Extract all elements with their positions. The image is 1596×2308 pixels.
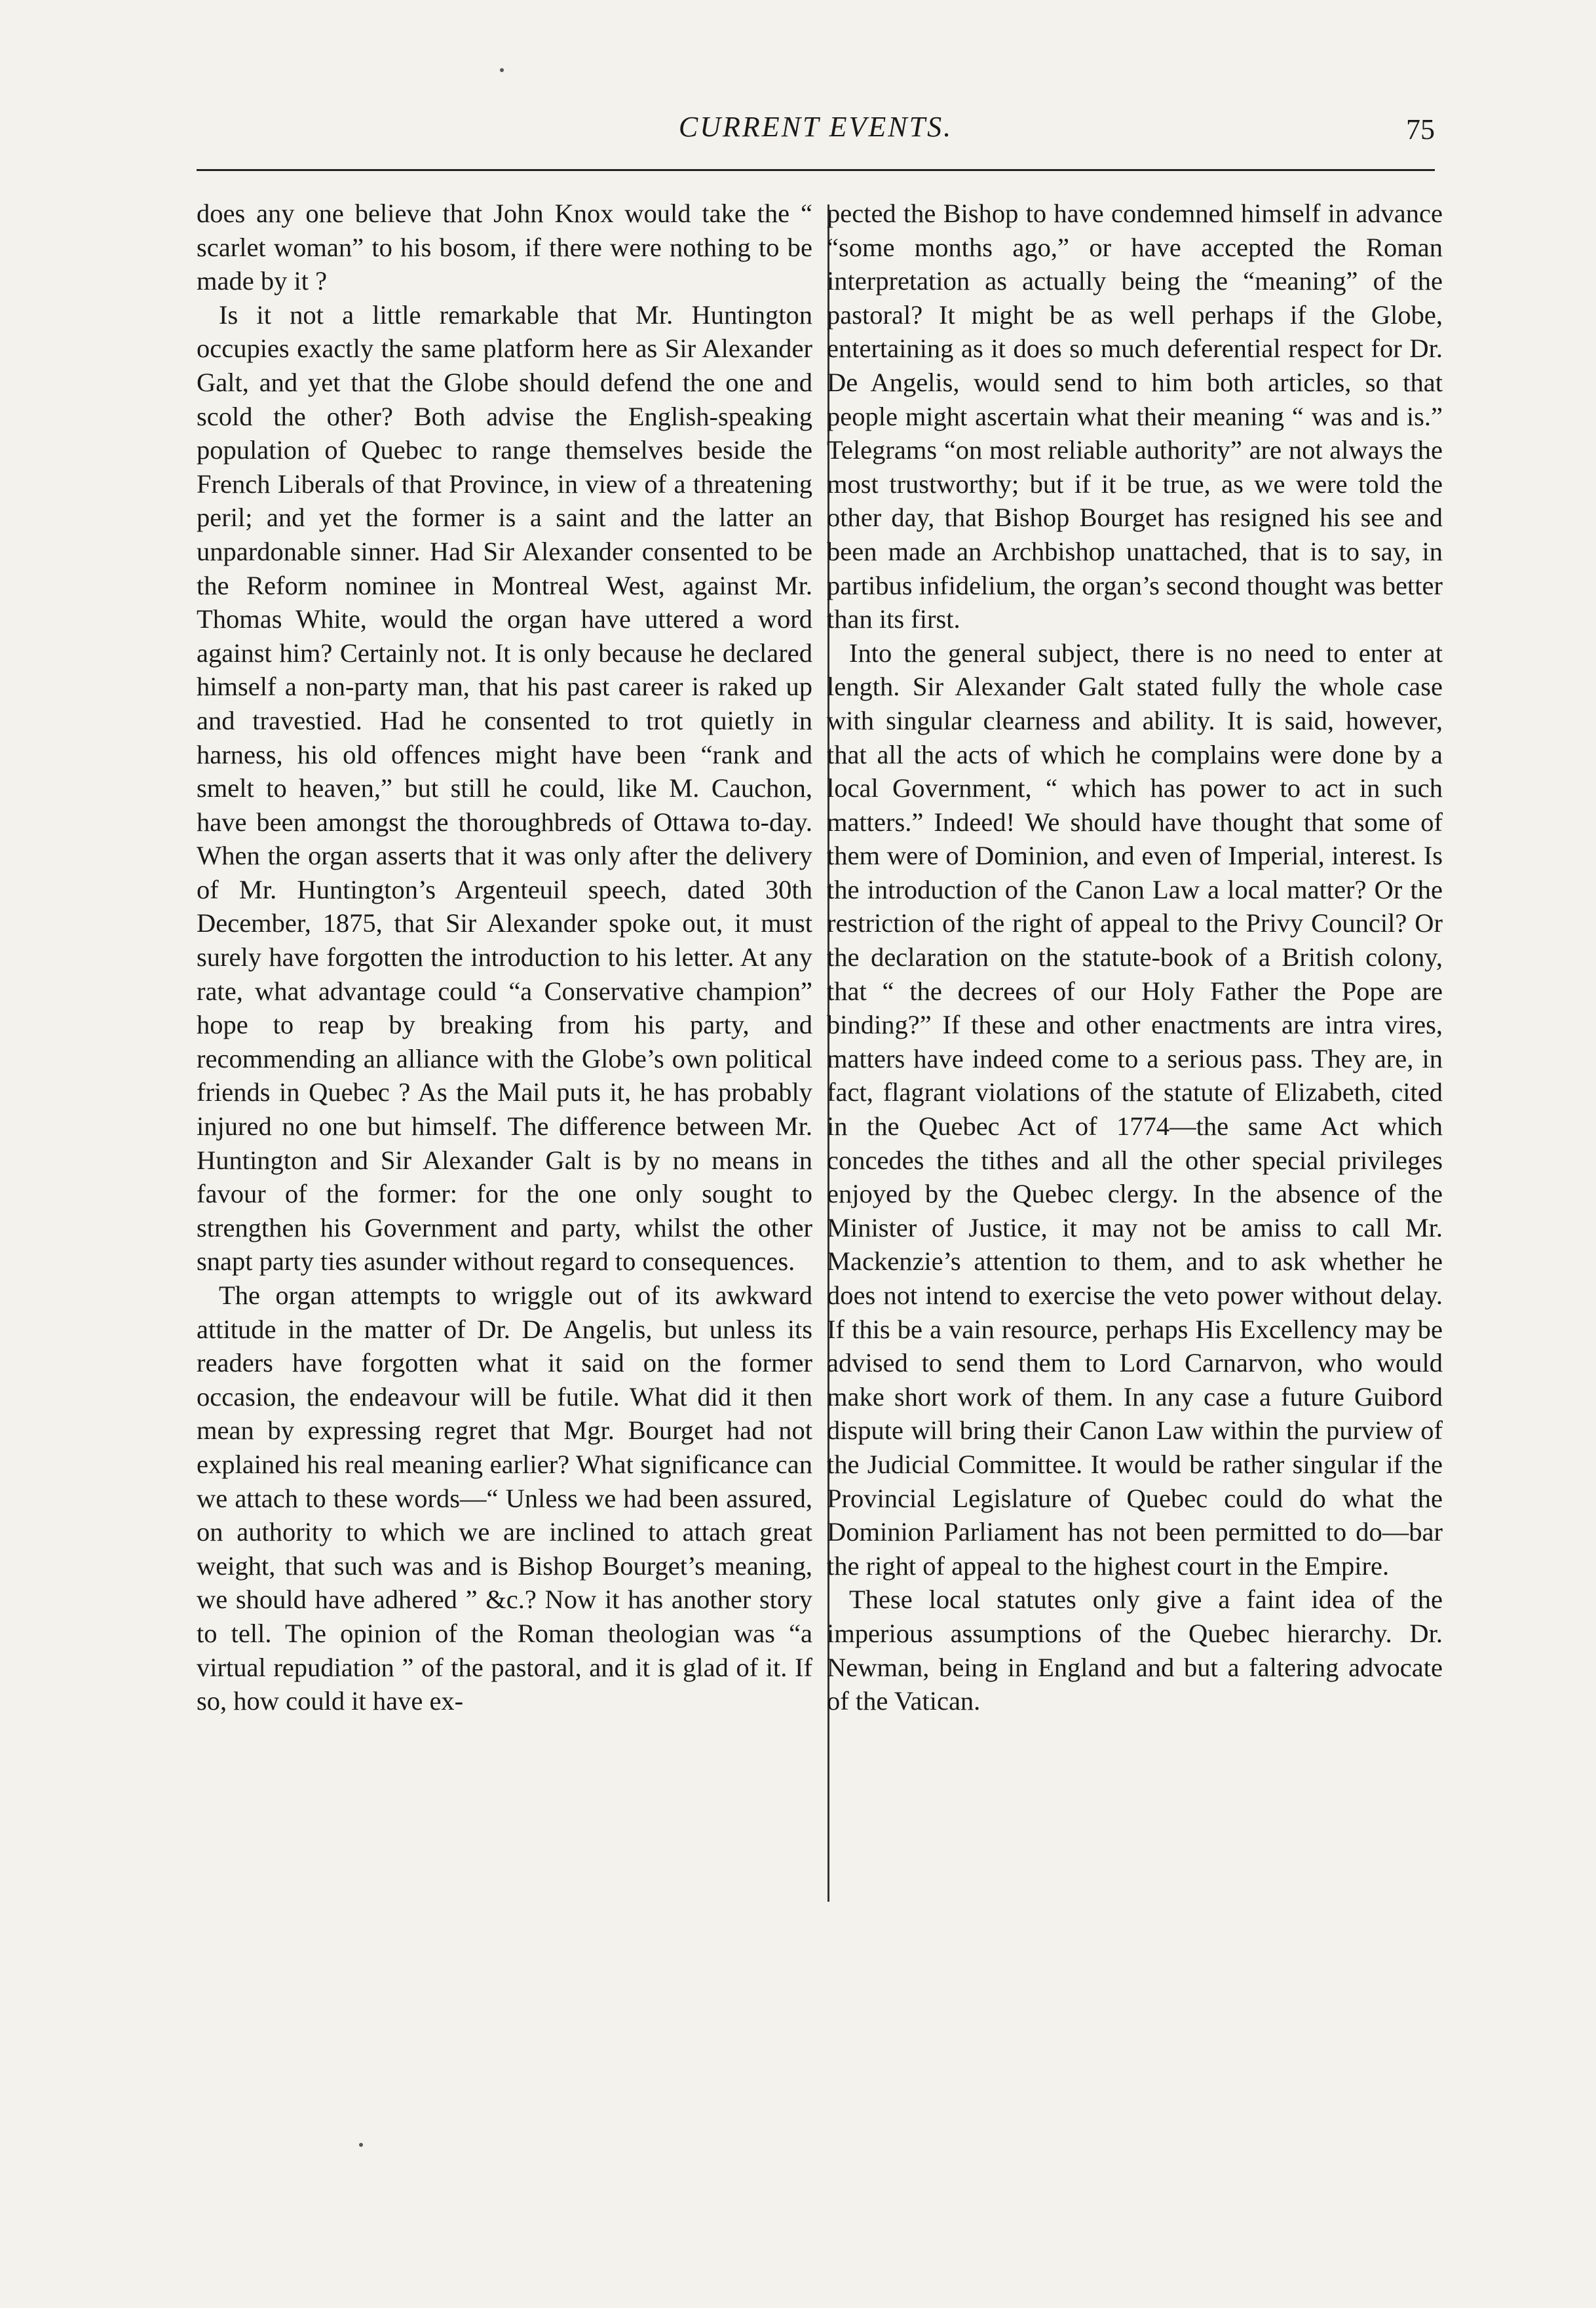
paragraph: does any one believe that John Knox would take the “ scarlet woman” to his bosom, if there were nothing to be made by it ? xyxy=(197,199,812,296)
running-head: CURRENT EVENTS. xyxy=(678,111,953,143)
right-column xyxy=(827,197,1443,2280)
paragraph: These local statutes only give a faint idea of the imperious assumptions of the Quebec hierarchy. Dr. Newman, being in England and but a faltering advocate of the Vatican. xyxy=(827,1585,1443,1716)
left-column xyxy=(197,197,812,2280)
paragraph: Into the general subject, there is no need to enter at length. Sir Alexander Galt stated fully the whole case with singular clearness and ability. It is said, however, that all the acts of which he complains were done by a local Government, “ which has power to act in such matters.” Indeed! We should have thought that some of them were of Dominion, and even of Imperial, interest. Is the introduction of the Canon Law a local matter? Or the restriction of the right of appeal to the Privy Council? Or the declaration on the statute-book of a British colony, that “ the decrees of our Holy Father the Pope are binding?” If these and other enactments are intra vires, matters have indeed come to a serious pass. They are, in fact, flagrant violations of the statute of Elizabeth, cited in the Quebec Act of 1774—the same Act which concedes the tithes and all the other special privileges enjoyed by the Quebec clergy. In the absence of the Minister of Justice, it may not be amiss to call Mr. Mackenzie’s attention to them, and to ask whether he does not intend to exercise the veto power without delay. If this be a vain resource, perhaps His Excellency may be advised to send them to Lord Carnarvon, who would make short work of them. In any case a future Guibord dispute will bring their Canon Law within the purview of the Judicial Committee. It would be rather singular if the Provincial Legislature of Quebec could do what the Dominion Parliament has not been permitted to do—bar the right of appeal to the highest court in the Empire. xyxy=(827,638,1443,1581)
paragraph: The organ attempts to wriggle out of its awkward attitude in the matter of Dr. De Angelis, but unless its readers have forgotten what it said on the former occasion, the endeavour will be futile. What did it then mean by expressing regret that Mgr. Bourget had not explained his real meaning earlier? What significance can we attach to these words—“ Unless we had been assured, on authority to which we are inclined to attach great weight, that such was and is Bishop Bourget’s meaning, we should have adhered ” &c.? Now it has another story to tell. The opinion of the Roman theologian was “a virtual repudiation ” of the pastoral, and it is glad of it. If so, how could it have ex- xyxy=(197,1280,812,1716)
page-header xyxy=(197,110,1435,156)
header-rule xyxy=(197,169,1435,171)
paragraph: Is it not a little remarkable that Mr. Huntington occupies exactly the same platform here as Sir Alexander Galt, and yet that the Globe should defend the one and scold the other? Both advise the English-speaking population of Quebec to range themselves beside the French Liberals of that Province, in view of a threatening peril; and yet the former is a saint and the latter an unpardonable sinner. Had Sir Alexander consented to be the Reform nominee in Montreal West, against Mr. Thomas White, would the organ have uttered a word against him? Certainly not. It is only because he declared himself a non-party man, that his past career is raked up and travestied. Had he consented to trot quietly in harness, his old offences might have been “rank and smelt to heaven,” but still he could, like M. Cauchon, have been amongst the thoroughbreds of Ottawa to-day. When the organ asserts that it was only after the delivery of Mr. Huntington’s Argenteuil speech, dated 30th December, 1875, that Sir Alexander spoke out, it must surely have forgotten the introduction to his letter. At any rate, what advantage could “a Conservative champion” hope to reap by breaking from his party, and recommending an alliance with the Globe’s own political friends in Quebec ? As the Mail puts it, he has probably injured no one but himself. The difference between Mr. Huntington and Sir Alexander Galt is by no means in favour of the former: for the one only sought to strengthen his Government and party, whilst the other snapt party ties asunder without regard to consequences. xyxy=(197,299,812,1277)
print-speck xyxy=(500,68,504,72)
paragraph: pected the Bishop to have condemned himself in advance “some months ago,” or have accepted the Roman interpretation as actually being the “meaning” of the pastoral? It might be as well perhaps if the Globe, entertaining as it does so much deferential respect for Dr. De Angelis, would send to him both articles, so that people might ascertain what their meaning “ was and is.” Telegrams “on most reliable authority” are not always the most trustworthy; but if it be true, as we were told the other day, that Bishop Bourget has resigned his see and been made an Archbishop unattached, that is to say, in partibus infidelium, the organ’s second thought was better than its first. xyxy=(827,199,1443,634)
page-number: 75 xyxy=(1406,113,1435,145)
